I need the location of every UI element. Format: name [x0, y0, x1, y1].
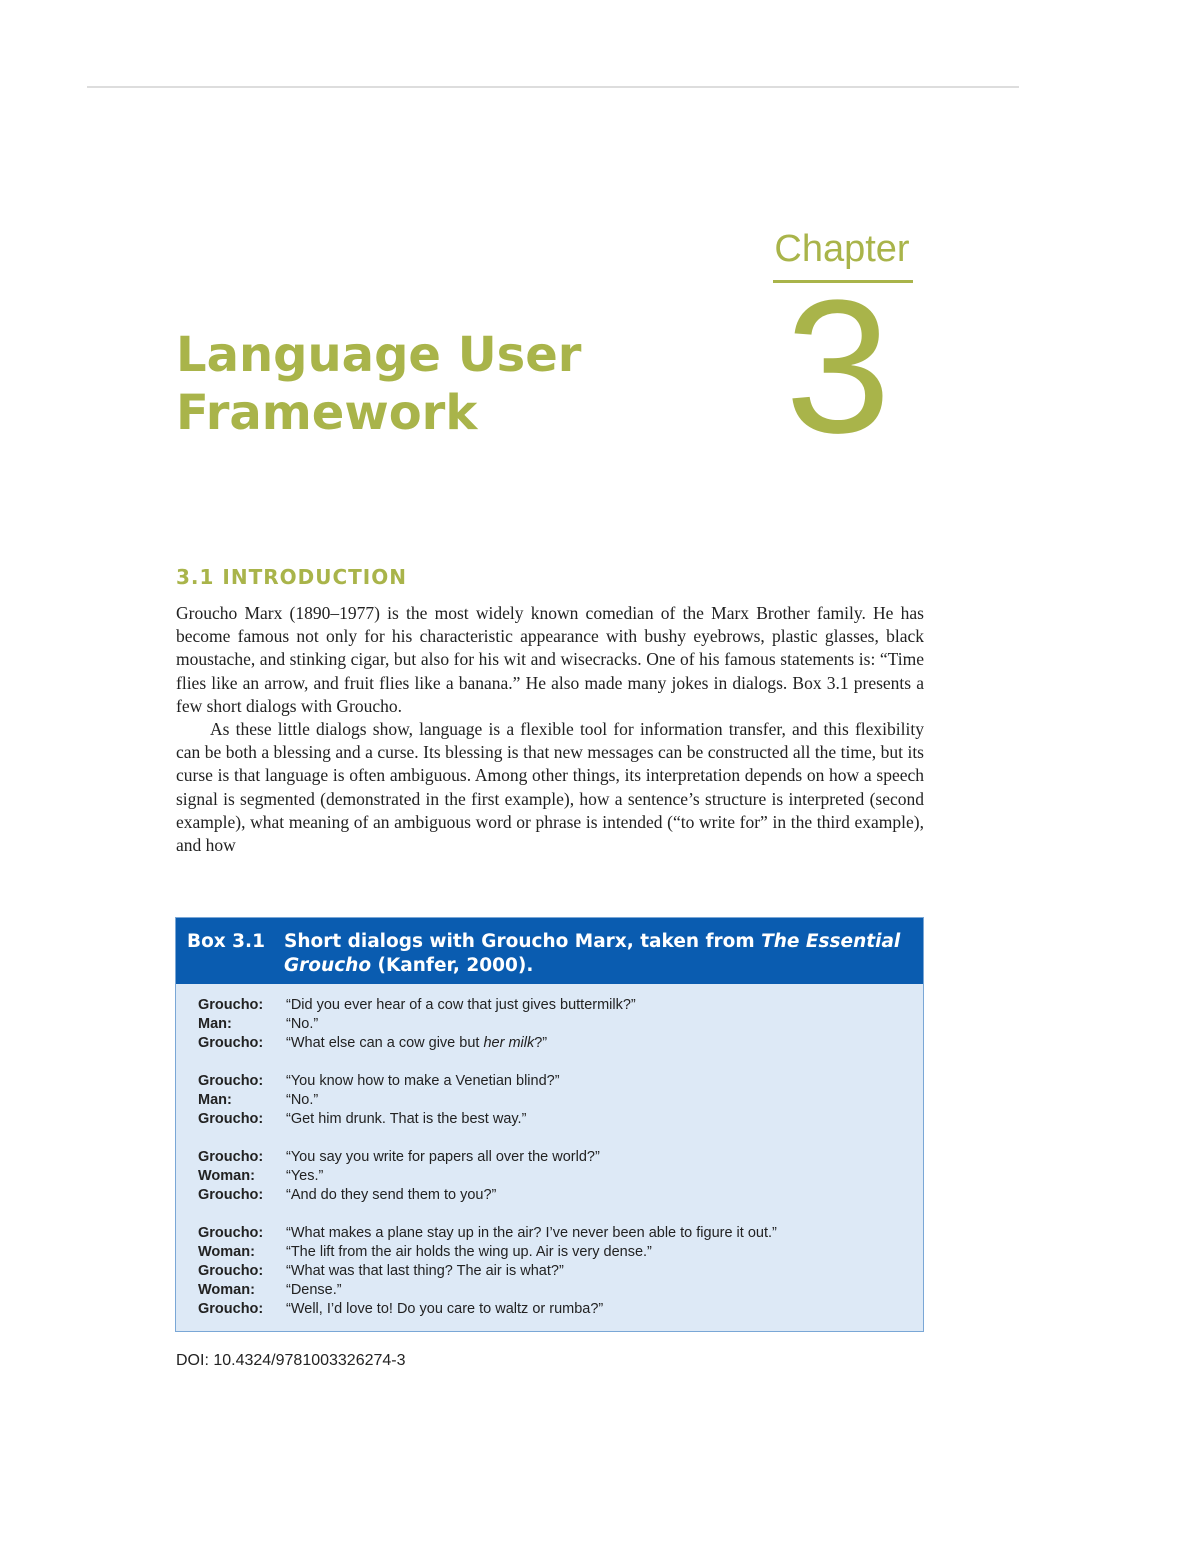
dialog [198, 1224, 923, 1319]
speaker: Groucho: [198, 1111, 264, 1127]
utterance: “Well, I’d love to! Do you care to waltz or rumba?” [286, 1301, 604, 1317]
utterance: “What makes a plane stay up in the air? I’ve never been able to figure it out.” [286, 1225, 777, 1241]
utterance: “Dense.” [286, 1282, 342, 1298]
speaker: Woman: [198, 1282, 255, 1298]
speaker: Groucho: [198, 1149, 264, 1165]
dialog-line [198, 1072, 923, 1091]
speaker: Man: [198, 1092, 232, 1108]
utterance-part: ?” [534, 1035, 548, 1051]
dialog-line [198, 1224, 923, 1243]
chapter-title [176, 326, 736, 442]
utterance: “The lift from the air holds the wing up. Air is very dense.” [286, 1244, 652, 1260]
dialog [198, 1072, 923, 1129]
speaker: Groucho: [198, 1035, 264, 1051]
speaker: Groucho: [198, 1073, 264, 1089]
utterance-part: her milk [483, 1035, 535, 1051]
dialog-line [198, 996, 923, 1015]
utterance: “You know how to make a Venetian blind?” [286, 1073, 560, 1089]
dialog-line [198, 1091, 923, 1110]
speaker: Groucho: [198, 997, 264, 1013]
body-text [176, 602, 924, 857]
section-heading: 3.1 INTRODUCTION [176, 565, 407, 589]
utterance: “No.” [286, 1092, 319, 1108]
dialog [198, 1148, 923, 1205]
speaker: Groucho: [198, 1301, 264, 1317]
speaker: Man: [198, 1016, 232, 1032]
dialog [198, 996, 923, 1053]
box-title-citation: (Kanfer, 2000). [371, 955, 534, 976]
paragraph-2: As these little dialogs show, language is a flexible tool for information transfer, and this flexibility can be both a blessing and a curse. Its blessing is that new messages can be constructed all the time, but its curse is that language is often ambiguous. Among other things, its interpretation depends on how a speech signal is segmented (demonstrated in the first example), how a sentence’s structure is interpreted (second example), what meaning of an ambiguous word or phrase is intended (“to write for” in the third example), and how [176, 719, 924, 856]
chapter-number: 3 [785, 261, 891, 473]
utterance: “What was that last thing? The air is what?” [286, 1263, 564, 1279]
chapter-title-line2: Framework [176, 385, 478, 441]
speaker: Groucho: [198, 1225, 264, 1241]
utterance: “You say you write for papers all over the world?” [286, 1149, 600, 1165]
dialog-line [198, 1167, 923, 1186]
utterance: “Get him drunk. That is the best way.” [286, 1111, 527, 1127]
speaker: Woman: [198, 1244, 255, 1260]
box-title-book: The Essential Groucho [284, 931, 901, 976]
top-rule [87, 86, 1019, 88]
dialog-line [198, 1015, 923, 1034]
chapter-label: Chapter [774, 228, 910, 270]
box-label: Box 3.1 [187, 931, 265, 952]
utterance: “And do they send them to you?” [286, 1187, 497, 1203]
box-3-1 [175, 917, 924, 1332]
utterance: “No.” [286, 1016, 319, 1032]
dialog-line [198, 1243, 923, 1262]
box-title-text: Short dialogs with Groucho Marx, taken from [284, 931, 762, 952]
speaker: Groucho: [198, 1263, 264, 1279]
utterance: “Did you ever hear of a cow that just gives buttermilk?” [286, 997, 636, 1013]
dialog-line [198, 1186, 923, 1205]
dialog-line [198, 1262, 923, 1281]
utterance-part: “What else can a cow give but [286, 1035, 484, 1051]
paragraph-1: Groucho Marx (1890–1977) is the most widely known comedian of the Marx Brother family. He has become famous not only for his characteristic appearance with bushy eyebrows, plastic glasses, black moustache, and stinking cigar, but also for his wit and wisecracks. One of his famous statements is: “Time flies like an arrow, and fruit flies like a banana.” He also made many jokes in dialogs. Box 3.1 presents a few short dialogs with Groucho. [176, 603, 924, 716]
chapter-title-line1: Language User [176, 327, 582, 383]
dialog-line [198, 1281, 923, 1300]
speaker: Woman: [198, 1168, 255, 1184]
doi: DOI: 10.4324/9781003326274-3 [176, 1352, 406, 1369]
box-title [284, 930, 911, 984]
box-header [176, 918, 923, 984]
dialog-line [198, 1110, 923, 1129]
utterance: “Yes.” [286, 1168, 324, 1184]
dialog-list [176, 984, 923, 1319]
speaker: Groucho: [198, 1187, 264, 1203]
utterance [286, 1034, 547, 1053]
dialog-line [198, 1148, 923, 1167]
dialog-line [198, 1034, 923, 1053]
dialog-line [198, 1300, 923, 1319]
